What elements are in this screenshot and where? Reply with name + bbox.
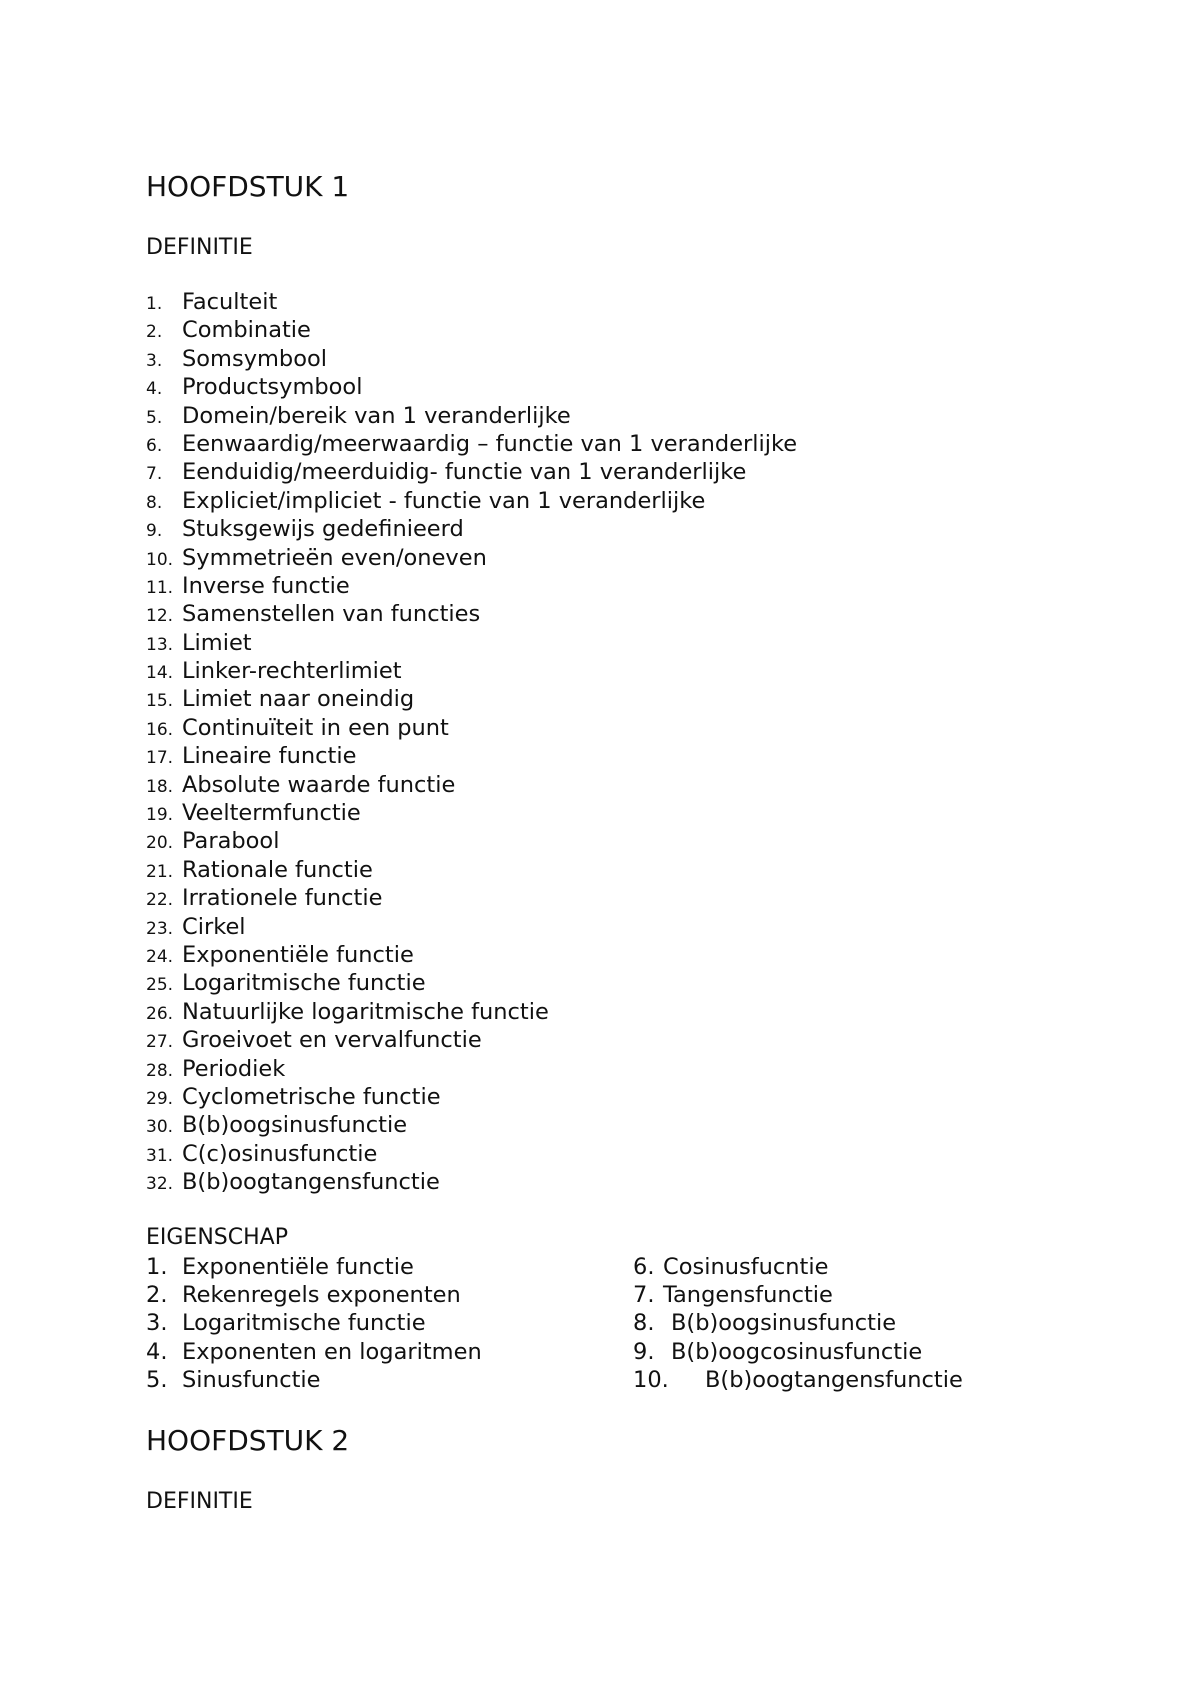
item-number: 23.	[146, 918, 174, 939]
item-number: 13.	[146, 634, 174, 655]
item-text: Logaritmische functie	[182, 970, 426, 997]
list-item	[633, 1367, 963, 1395]
list-item	[146, 346, 797, 374]
list-item	[146, 601, 797, 629]
list-item	[146, 828, 797, 856]
list-item	[146, 1282, 482, 1310]
list-item	[146, 1254, 482, 1282]
item-text: B(b)oogsinusfunctie	[182, 1112, 408, 1139]
item-number: 27.	[146, 1032, 174, 1053]
item-text: Linker-rechterlimiet	[182, 658, 402, 685]
item-text: Irrationele functie	[182, 885, 383, 912]
item-text: B(b)oogcosinusfunctie	[671, 1338, 923, 1365]
list-item	[146, 885, 797, 913]
item-number: 24.	[146, 946, 174, 967]
item-text: Absolute waarde functie	[182, 771, 456, 798]
item-text: B(b)oogsinusfunctie	[671, 1310, 897, 1337]
item-text: B(b)oogtangensfunctie	[182, 1169, 440, 1196]
item-text: Cirkel	[182, 913, 246, 940]
item-number: 11.	[146, 577, 174, 598]
list-item	[146, 1339, 482, 1367]
item-text: Sinusfunctie	[182, 1366, 321, 1393]
item-text: Tangensfunctie	[663, 1282, 833, 1309]
list-item	[146, 942, 797, 970]
chapter-1-eigenschap-heading: EIGENSCHAP	[146, 1225, 288, 1250]
list-item	[146, 800, 797, 828]
item-number: 14.	[146, 663, 174, 684]
item-number: 5.	[146, 1366, 168, 1393]
item-number: 9.	[146, 521, 163, 542]
item-text: Lineaire functie	[182, 743, 357, 770]
list-item	[146, 1084, 797, 1112]
list-item	[146, 1112, 797, 1140]
item-text: Groeivoet en vervalfunctie	[182, 1027, 482, 1054]
list-item	[146, 658, 797, 686]
item-number: 12.	[146, 606, 174, 627]
list-item	[146, 317, 797, 345]
list-item	[146, 488, 797, 516]
list-item	[146, 1056, 797, 1084]
item-number: 3.	[146, 1310, 168, 1337]
list-item	[146, 999, 797, 1027]
item-text: Exponentiële functie	[182, 941, 414, 968]
item-number: 1.	[146, 294, 163, 314]
item-number: 8.	[633, 1310, 655, 1337]
item-text: Rationale functie	[182, 856, 373, 883]
list-item	[146, 289, 797, 317]
list-item	[146, 403, 797, 431]
item-number: 4.	[146, 1338, 168, 1365]
list-item	[146, 374, 797, 402]
list-item	[146, 630, 797, 658]
item-number: 20.	[146, 833, 174, 854]
item-number: 28.	[146, 1060, 174, 1081]
chapter-1-definitie-heading: DEFINITIE	[146, 235, 253, 260]
item-text: Combinatie	[182, 317, 311, 344]
property-list-left	[146, 1254, 482, 1395]
item-text: Rekenregels exponenten	[182, 1282, 461, 1309]
item-number: 16.	[146, 719, 174, 740]
property-list-right	[633, 1254, 963, 1395]
list-item	[146, 1367, 482, 1395]
list-item	[146, 545, 797, 573]
list-item	[146, 431, 797, 459]
definition-list	[146, 289, 797, 1198]
chapter-2-title: HOOFDSTUK 2	[146, 1424, 350, 1457]
list-item	[146, 914, 797, 942]
list-item	[633, 1310, 963, 1338]
list-item	[633, 1339, 963, 1367]
item-number: 4.	[146, 379, 163, 400]
item-number: 10.	[633, 1366, 669, 1393]
item-text: Eenduidig/meerduidig- functie van 1 veranderlijke	[182, 459, 747, 486]
item-text: Domein/bereik van 1 veranderlijke	[182, 402, 571, 429]
list-item	[146, 1310, 482, 1338]
item-number: 2.	[146, 1282, 168, 1309]
item-text: Faculteit	[182, 289, 278, 315]
item-number: 30.	[146, 1117, 174, 1138]
item-text: Continuïteit in een punt	[182, 714, 449, 741]
item-text: B(b)oogtangensfunctie	[705, 1366, 963, 1393]
item-text: Cyclometrische functie	[182, 1083, 441, 1110]
chapter-1-title: HOOFDSTUK 1	[146, 170, 350, 203]
item-text: Somsymbool	[182, 345, 327, 372]
list-item	[146, 857, 797, 885]
list-item	[146, 772, 797, 800]
item-text: Cosinusfucntie	[663, 1254, 829, 1280]
item-text: Natuurlijke logaritmische functie	[182, 998, 549, 1025]
item-text: Periodiek	[182, 1055, 286, 1082]
item-number: 32.	[146, 1174, 174, 1195]
list-item	[146, 686, 797, 714]
item-text: Samenstellen van functies	[182, 601, 481, 628]
list-item	[146, 970, 797, 998]
item-number: 3.	[146, 350, 163, 371]
list-item	[146, 743, 797, 771]
item-number: 21.	[146, 861, 174, 882]
item-number: 6.	[633, 1254, 655, 1280]
item-number: 17.	[146, 748, 174, 769]
item-number: 26.	[146, 1003, 174, 1024]
item-text: Exponentiële functie	[182, 1254, 414, 1280]
item-number: 22.	[146, 890, 174, 911]
item-number: 15.	[146, 691, 174, 712]
item-text: Symmetrieën even/oneven	[182, 544, 487, 571]
item-number: 5.	[146, 407, 163, 428]
item-number: 18.	[146, 776, 174, 797]
chapter-2-definitie-heading: DEFINITIE	[146, 1489, 253, 1514]
list-item	[633, 1282, 963, 1310]
item-number: 25.	[146, 975, 174, 996]
item-text: Parabool	[182, 828, 280, 855]
item-text: C(c)osinusfunctie	[182, 1140, 378, 1167]
list-item	[146, 1027, 797, 1055]
list-item	[146, 459, 797, 487]
item-number: 10.	[146, 549, 174, 570]
item-number: 29.	[146, 1088, 174, 1109]
list-item	[146, 1169, 797, 1197]
item-number: 2.	[146, 322, 163, 343]
item-number: 19.	[146, 805, 174, 826]
list-item	[146, 715, 797, 743]
item-number: 31.	[146, 1145, 174, 1166]
list-item	[146, 516, 797, 544]
item-text: Exponenten en logaritmen	[182, 1338, 482, 1365]
item-text: Limiet	[182, 629, 252, 656]
list-item	[146, 1141, 797, 1169]
item-number: 6.	[146, 435, 163, 456]
item-number: 9.	[633, 1338, 655, 1365]
item-text: Limiet naar oneindig	[182, 686, 415, 713]
item-text: Expliciet/impliciet - functie van 1 veranderlijke	[182, 487, 706, 514]
item-text: Veeltermfunctie	[182, 800, 361, 827]
item-text: Eenwaardig/meerwaardig – functie van 1 veranderlijke	[182, 430, 798, 457]
list-item	[633, 1254, 963, 1282]
item-text: Productsymbool	[182, 374, 363, 401]
item-text: Inverse functie	[182, 572, 350, 599]
item-text: Stuksgewijs gedefinieerd	[182, 516, 464, 543]
item-number: 7.	[146, 464, 163, 485]
item-text: Logaritmische functie	[182, 1310, 426, 1337]
item-number: 7.	[633, 1282, 655, 1309]
list-item	[146, 573, 797, 601]
item-number: 1.	[146, 1254, 168, 1280]
item-number: 8.	[146, 492, 163, 513]
